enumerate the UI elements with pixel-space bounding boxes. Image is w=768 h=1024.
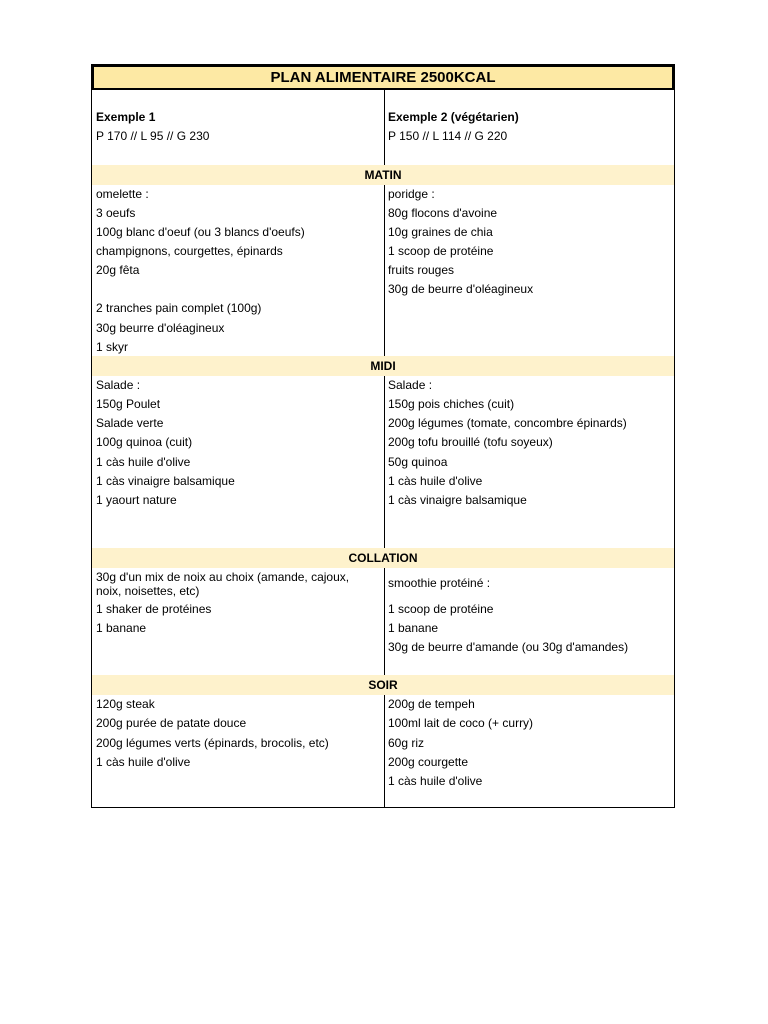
list-item: 100ml lait de coco (+ curry): [388, 716, 534, 730]
column-divider: [384, 90, 385, 807]
list-item: Salade :: [96, 378, 141, 392]
page-title: PLAN ALIMENTAIRE 2500KCAL: [92, 65, 674, 90]
list-item: 150g pois chiches (cuit): [388, 397, 515, 411]
list-item: 1 shaker de protéines: [96, 602, 212, 616]
example-1-title: Exemple 1: [96, 110, 156, 124]
list-item: 200g de tempeh: [388, 697, 475, 711]
list-item: 1 càs huile d'olive: [96, 755, 191, 769]
list-item: 30g beurre d'oléagineux: [96, 321, 225, 335]
list-item: 30g de beurre d'amande (ou 30g d'amandes): [388, 640, 629, 654]
list-item: 1 banane: [96, 621, 147, 635]
list-item: 1 càs huile d'olive: [388, 474, 483, 488]
section-header-soir: SOIR: [92, 675, 674, 695]
section-header-midi: MIDI: [92, 356, 674, 376]
list-item: 200g tofu brouillé (tofu soyeux): [388, 435, 553, 449]
list-item: 150g Poulet: [96, 397, 161, 411]
list-item: 50g quinoa: [388, 455, 448, 469]
list-item: 1 yaourt nature: [96, 493, 177, 507]
list-item: 20g fêta: [96, 263, 140, 277]
list-item: Salade verte: [96, 416, 164, 430]
list-item: omelette :: [96, 187, 149, 201]
list-item: 2 tranches pain complet (100g): [96, 301, 262, 315]
list-item: 1 banane: [388, 621, 439, 635]
example-1-macros: P 170 // L 95 // G 230: [96, 129, 210, 143]
list-item: Salade :: [388, 378, 433, 392]
list-item: poridge :: [388, 187, 435, 201]
list-item: 80g flocons d'avoine: [388, 206, 498, 220]
list-item: 60g riz: [388, 736, 425, 750]
list-item: 200g légumes (tomate, concombre épinards): [388, 416, 627, 430]
list-item: 30g d'un mix de noix au choix (amande, cajoux, noix, noisettes, etc): [96, 570, 350, 598]
list-item: 1 skyr: [96, 340, 129, 354]
list-item: 200g courgette: [388, 755, 469, 769]
list-item: 200g légumes verts (épinards, brocolis, etc): [96, 736, 329, 750]
list-item: 1 càs vinaigre balsamique: [388, 493, 527, 507]
example-2-title: Exemple 2 (végétarien): [388, 110, 519, 124]
meal-plan-sheet: [91, 64, 675, 808]
section-header-matin: MATIN: [92, 165, 674, 185]
list-item: 120g steak: [96, 697, 155, 711]
list-item: 100g blanc d'oeuf (ou 3 blancs d'oeufs): [96, 225, 305, 239]
list-item: champignons, courgettes, épinards: [96, 244, 283, 258]
list-item: 1 scoop de protéine: [388, 602, 494, 616]
list-item: 200g purée de patate douce: [96, 716, 247, 730]
list-item: 10g graines de chia: [388, 225, 493, 239]
list-item: 1 càs huile d'olive: [388, 774, 483, 788]
list-item: 100g quinoa (cuit): [96, 435, 193, 449]
list-item: 30g de beurre d'oléagineux: [388, 282, 534, 296]
section-header-collation: COLLATION: [92, 548, 674, 568]
list-item: 1 càs vinaigre balsamique: [96, 474, 235, 488]
list-item: fruits rouges: [388, 263, 455, 277]
example-2-macros: P 150 // L 114 // G 220: [388, 129, 508, 143]
list-item: 1 càs huile d'olive: [96, 455, 191, 469]
list-item: 3 oeufs: [96, 206, 136, 220]
list-item: smoothie protéiné :: [388, 576, 491, 590]
list-item: 1 scoop de protéine: [388, 244, 494, 258]
